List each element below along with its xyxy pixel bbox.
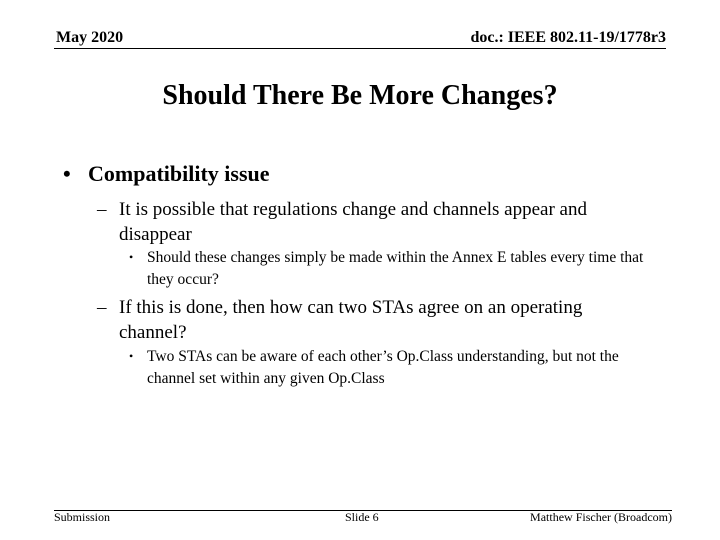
footer-submission: Submission	[54, 510, 111, 524]
bullet-marker: •	[63, 161, 71, 186]
bullet-marker: •	[129, 349, 134, 363]
detail-bullet-text: Two STAs can be aware of each other’s Op.Class understanding, but not the channel set within any given Op.Class	[147, 348, 619, 387]
detail-bullet-text: Should these changes simply be made within the Annex E tables every time that they occur?	[147, 249, 644, 288]
dash-marker: –	[97, 199, 107, 220]
footer-author: Matthew Fischer (Broadcom)	[530, 510, 672, 524]
header-doc-id: doc.: IEEE 802.11-19/1778r3	[470, 29, 666, 46]
header-date: May 2020	[56, 29, 124, 46]
sub-bullet-text: If this is done, then how can two STAs agree on an operating channel?	[119, 297, 583, 343]
bullet-text: Compatibility issue	[88, 161, 270, 186]
sub-bullet-text: It is possible that regulations change and channels appear and disappear	[119, 199, 587, 245]
footer-slide-number: Slide 6	[345, 510, 379, 524]
slide-title: Should There Be More Changes?	[162, 80, 558, 111]
header-divider	[54, 48, 666, 49]
dash-marker: –	[97, 297, 107, 318]
bullet-marker: •	[129, 250, 134, 264]
